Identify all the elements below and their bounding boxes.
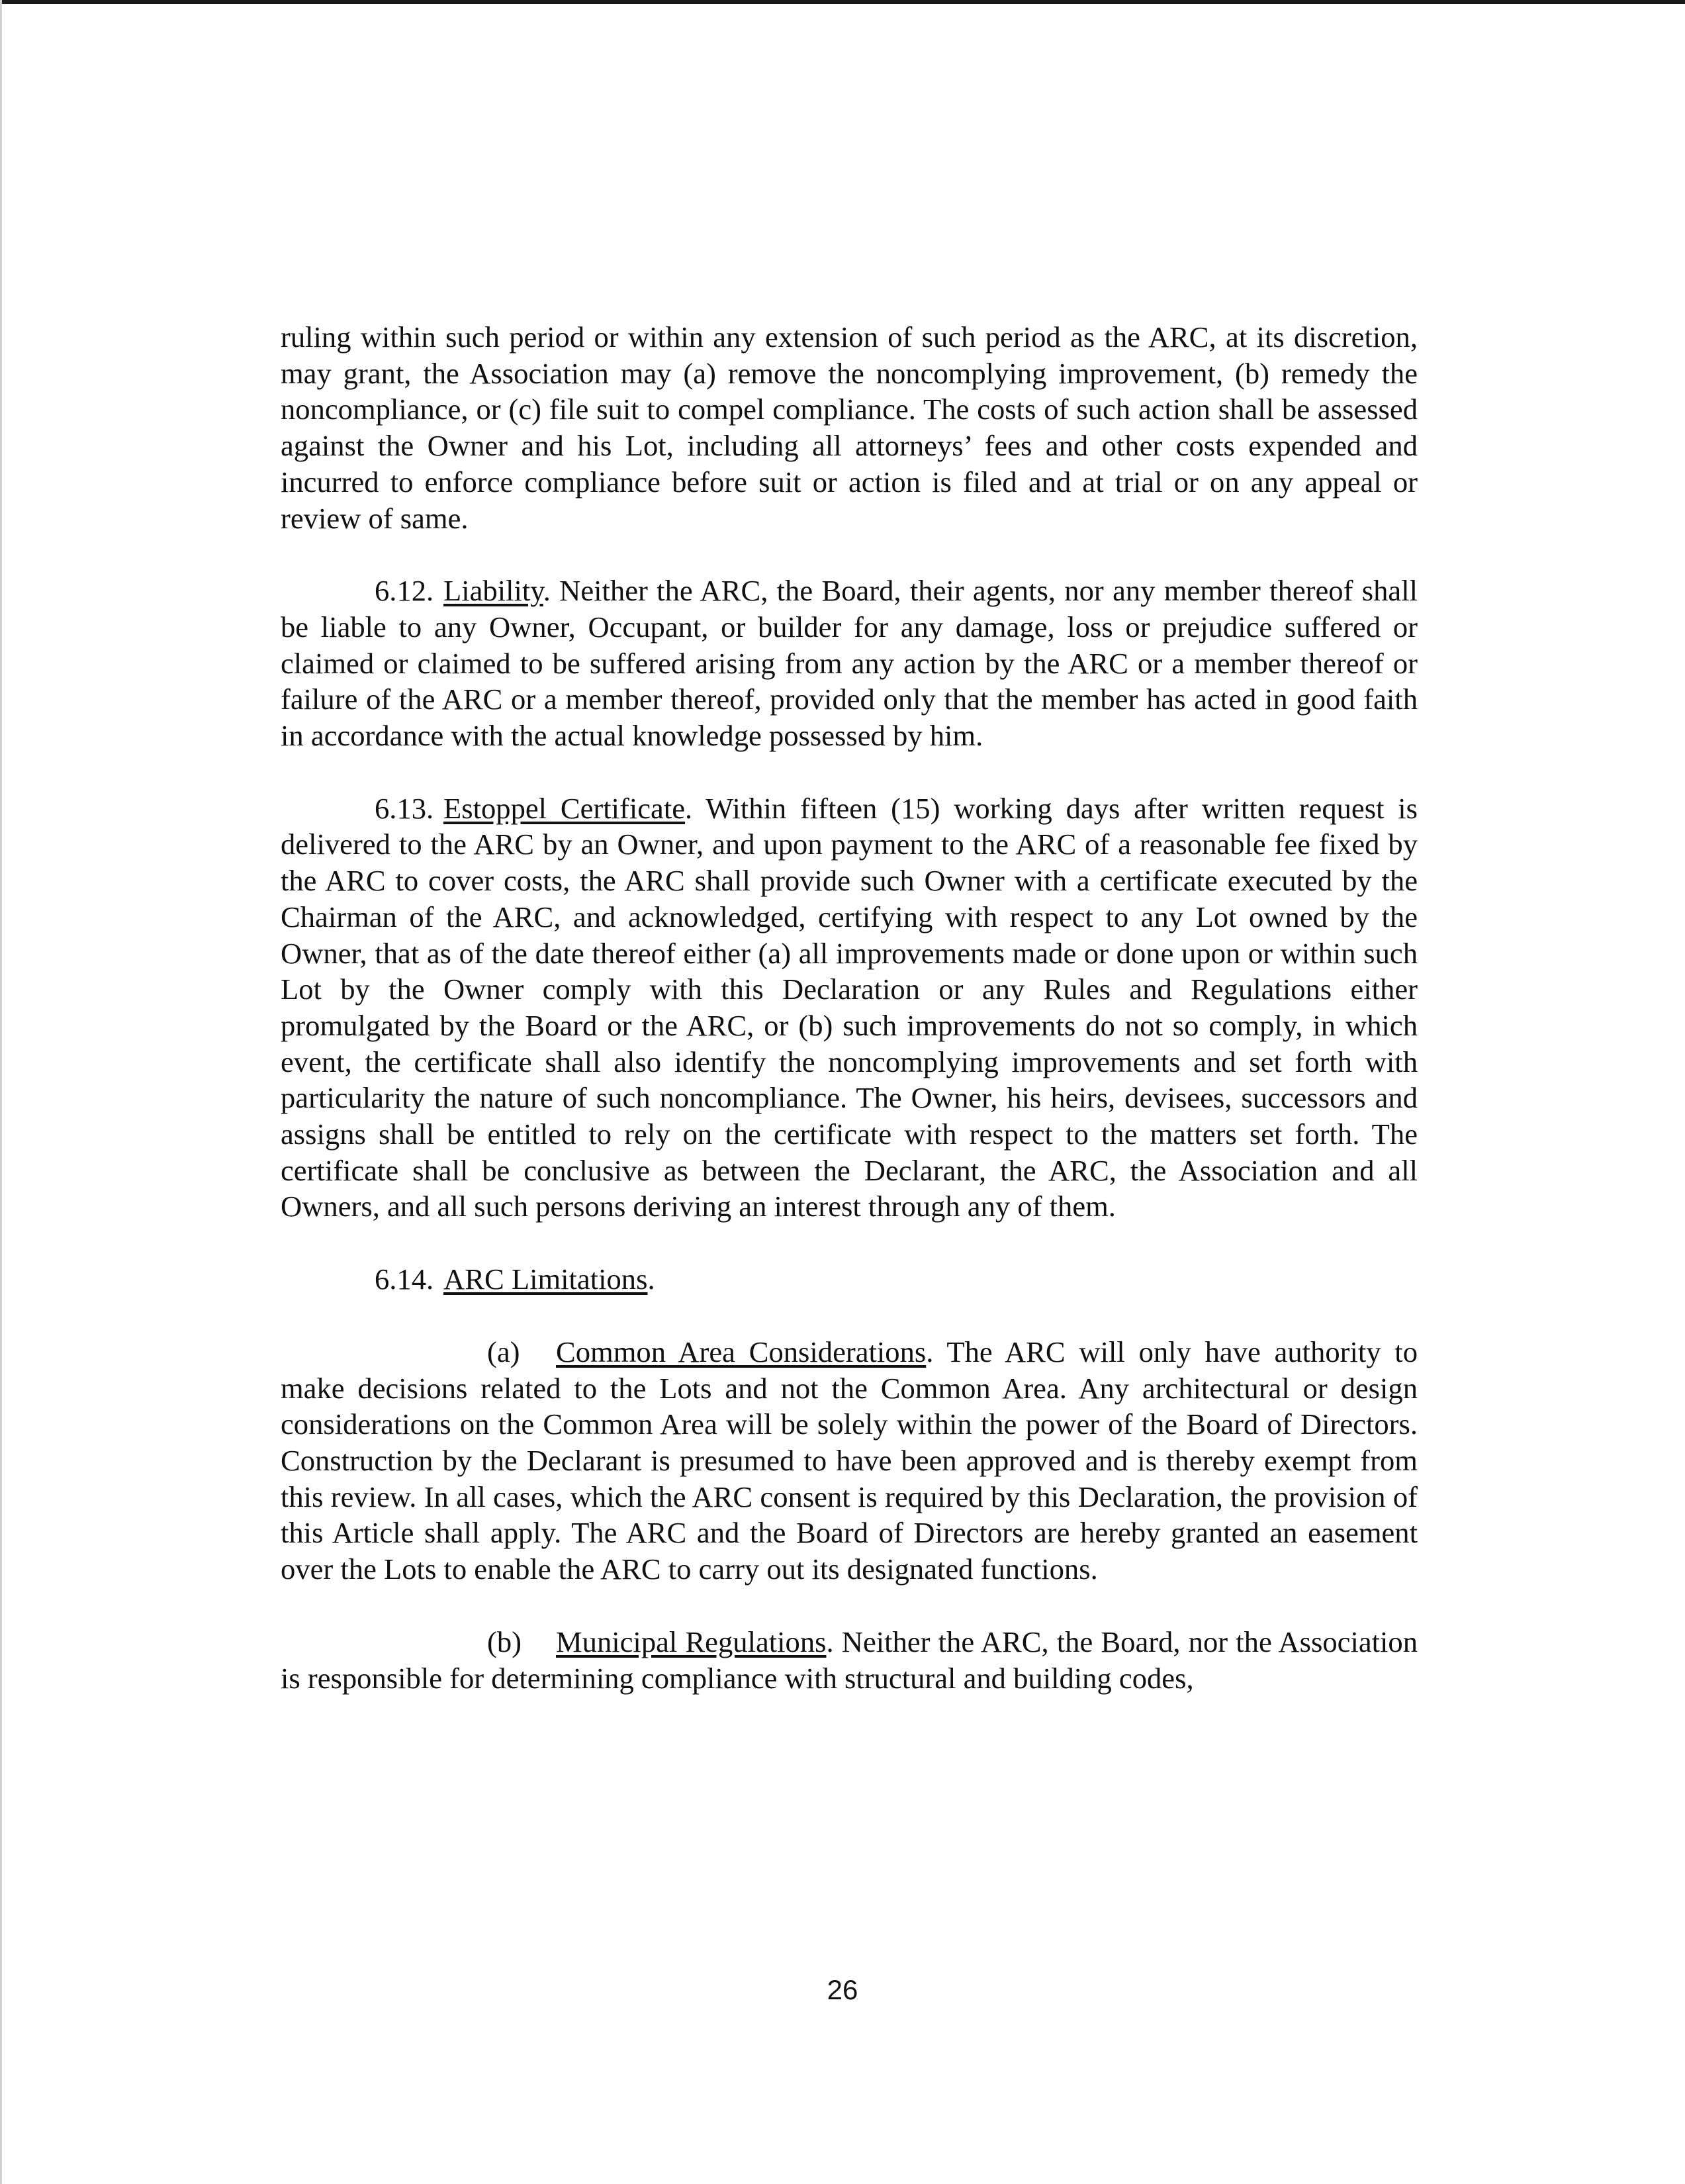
section-6-14 (281, 1261, 1418, 1298)
page-number: 26 (827, 1974, 858, 2005)
subsection-label: (a) (487, 1335, 520, 1368)
section-body: . Neither the ARC, the Board, their agents, nor any member thereof shall be liable to any Owner, Occupant, or builder for any damage, loss or prejudice suffered or claimed or claimed to be suffered arising from any action by the ARC or a member thereof or failure of the ARC or a member thereof, provided only that the member has acted in good faith in accordance with the actual knowledge possessed by him. (281, 574, 1418, 753)
scan-border-left (0, 0, 2, 2184)
subsection-body: . Neither the ARC, the Board, nor the Association is responsible for determining compliance with structural and building codes, (281, 1625, 1418, 1695)
subsection-6-14-b (281, 1624, 1418, 1696)
subsection-label: (b) (487, 1625, 522, 1658)
subsection-heading: Municipal Regulations (556, 1625, 827, 1658)
section-trailing: . (647, 1262, 655, 1296)
section-number: 6.12. (375, 574, 434, 608)
section-number: 6.13. (375, 791, 434, 825)
subsection-6-14-a (281, 1334, 1418, 1588)
section-body: . Within fifteen (15) working days after written request is delivered to the ARC by an Owner, and upon payment to the ARC of a reasonable fee fixed by the ARC to cover costs, the ARC shall provide such Owner with a certificate executed by the Chairman of the ARC, and acknowledged, certifying with respect to any Lot owned by the Owner, that as of the date thereof either (a) all improvements made or done upon or within such Lot by the Owner comply with this Declaration or any Rules and Regulations either promulgated by the Board or the ARC, or (b) such improvements do not so comply, in which event, the certificate shall also identify the noncomplying improvements and set forth with particularity the nature of such noncompliance. The Owner, his heirs, devisees, successors and assigns shall be entitled to rely on the certificate with respect to the matters set forth. The certificate shall be conclusive as between the Declarant, the ARC, the Association and all Owners, and all such persons deriving an interest through any of them. (281, 791, 1418, 1223)
document-body (281, 319, 1418, 1733)
section-number: 6.14. (375, 1262, 434, 1296)
section-heading: Liability (443, 574, 543, 608)
section-heading: Estoppel Certificate (443, 791, 686, 825)
subsection-body: . The ARC will only have authority to make decisions related to the Lots and not the Common Area. Any architectural or design considerations on the Common Area will be solely within the power of the Board of Directors. Construction by the Declarant is presumed to have been approved and is thereby exempt from this review. In all cases, which the ARC consent is required by this Declaration, the provision of this Article shall apply. The ARC and the Board of Directors are hereby granted an easement over the Lots to enable the ARC to carry out its designated functions. (281, 1335, 1418, 1586)
subsection-heading: Common Area Considerations (556, 1335, 927, 1368)
section-6-12 (281, 573, 1418, 754)
section-heading: ARC Limitations (443, 1262, 648, 1296)
scan-border-top (0, 0, 1685, 4)
paragraph-continuation: ruling within such period or within any extension of such period as the ARC, at its discretion, may grant, the Association may (a) remove the noncomplying improvement, (b) remedy the noncompliance, or (c) file suit to compel compliance. The costs of such action shall be assessed against the Owner and his Lot, including all attorneys’ fees and other costs expended and incurred to enforce compliance before suit or action is filed and at trial or on any appeal or review of same. (281, 320, 1418, 535)
section-6-13 (281, 790, 1418, 1225)
